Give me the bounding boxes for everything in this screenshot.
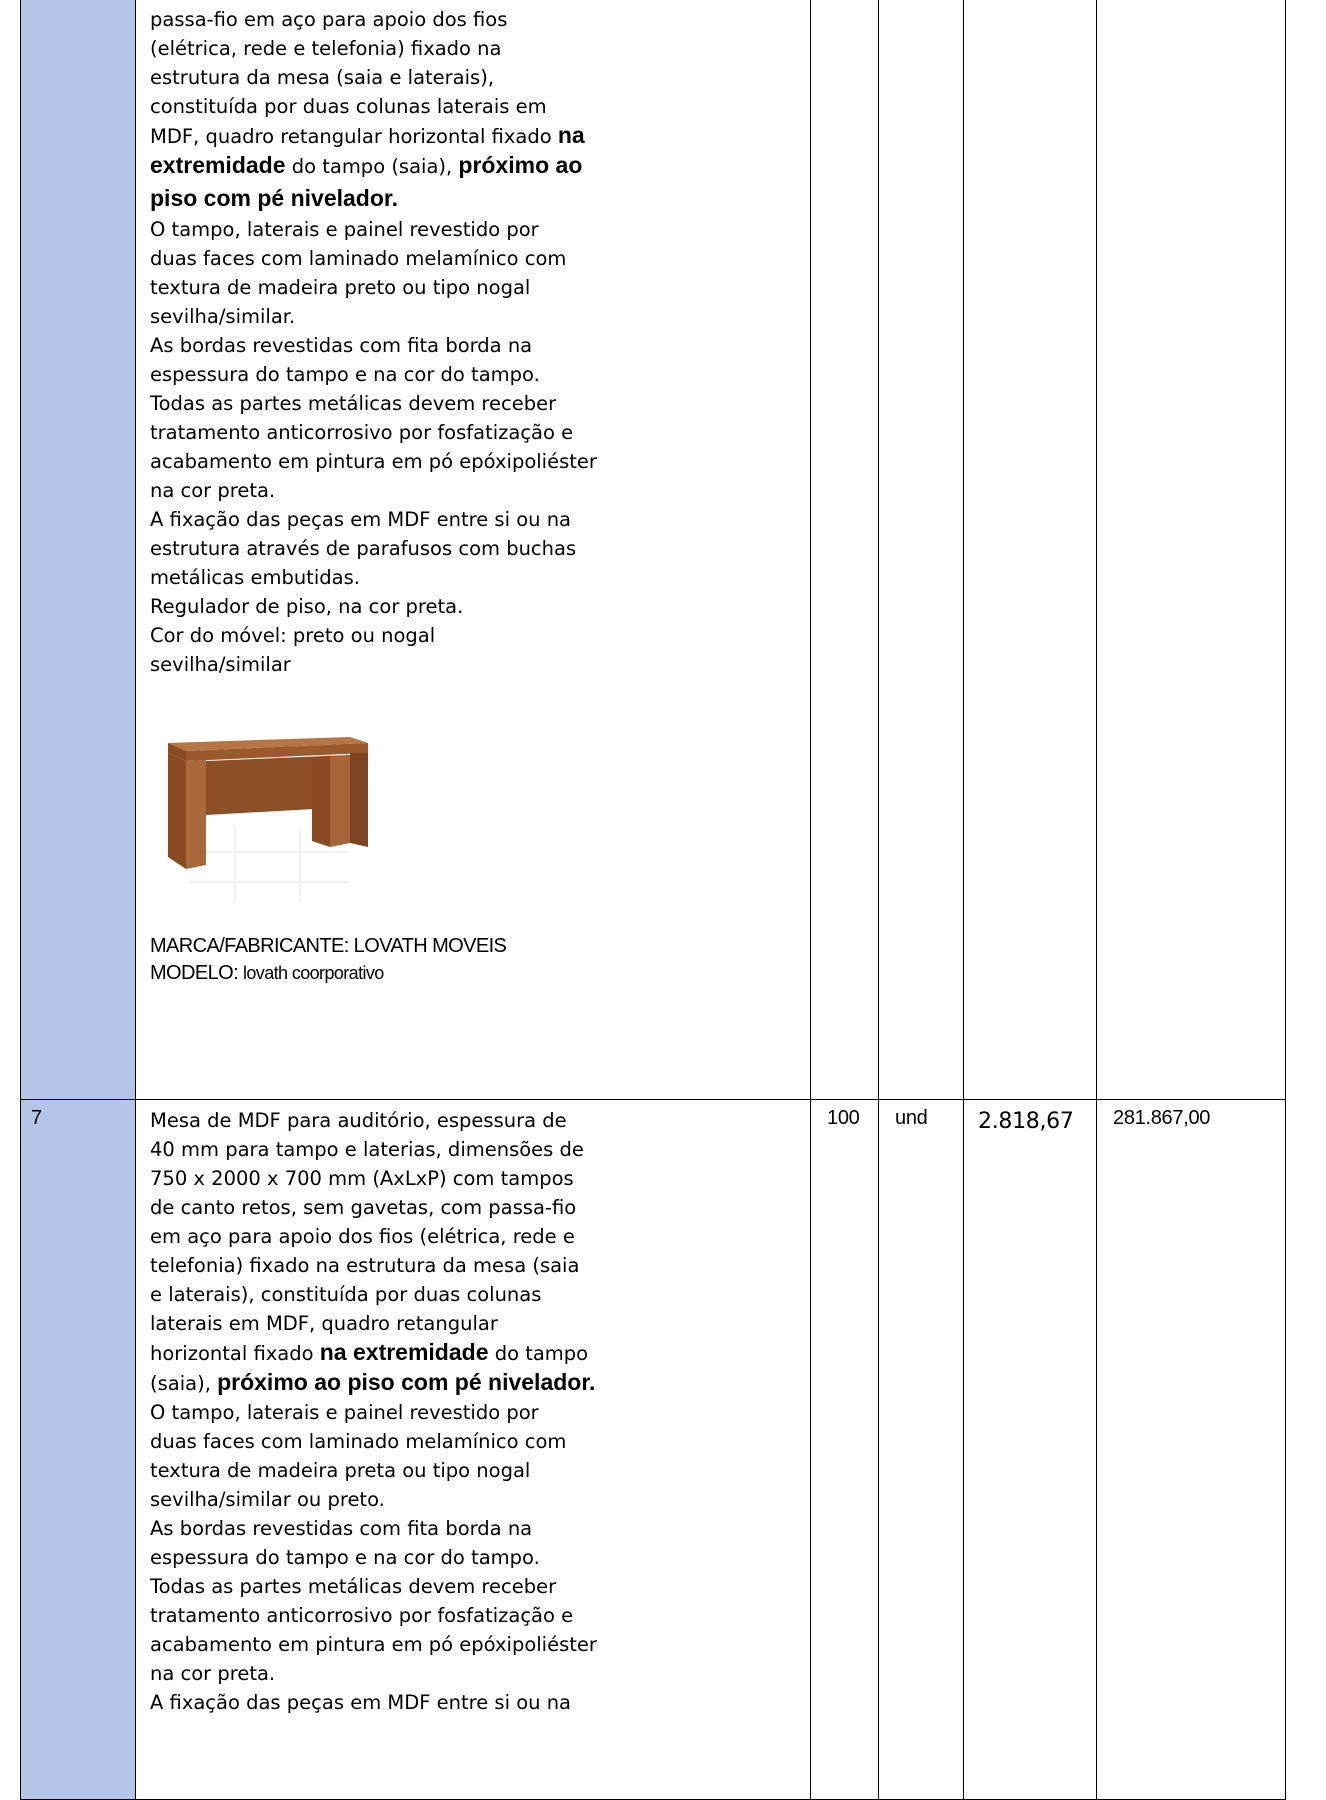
desc-line: O tampo, laterais e painel revestido por (150, 1401, 539, 1424)
desc-line: MDF, quadro retangular horizontal fixado na (150, 122, 585, 148)
desc-line: estrutura da mesa (saia e laterais), (150, 66, 495, 89)
qty-cell (811, 1100, 879, 1800)
unit-price-cell (964, 0, 1097, 1100)
desc-line: As bordas revestidas com fita borda na (150, 1517, 533, 1540)
desc-line: de canto retos, sem gavetas, com passa-fio (150, 1196, 577, 1219)
brand-block (136, 933, 810, 987)
item-index-cell: 7 (21, 1100, 136, 1800)
qty-cell (811, 0, 879, 1100)
desc-line: 40 mm para tampo e laterias, dimensões de (150, 1138, 584, 1161)
desc-line: O tampo, laterais e painel revestido por (150, 218, 539, 241)
table-row (21, 1100, 1286, 1800)
unit-price-cell (964, 1100, 1097, 1800)
model-text: MODELO: lovath coorporativo (150, 962, 384, 984)
unit-value: und (895, 1107, 928, 1129)
desc-line: constituída por duas colunas laterais em (150, 95, 547, 118)
total-value: 281.867,00 (1113, 1107, 1211, 1129)
desc-line: Todas as partes metálicas devem receber (150, 392, 557, 415)
item-description (136, 1100, 810, 1717)
desc-line: Cor do móvel: preto ou nogal (150, 624, 436, 647)
desc-line: metálicas embutidas. (150, 566, 360, 589)
desc-line: sevilha/similar. (150, 305, 296, 328)
total-cell (1097, 0, 1286, 1100)
total-cell (1097, 1100, 1286, 1800)
desc-line: estrutura através de parafusos com buchas (150, 537, 577, 560)
desc-line: na cor preta. (150, 1662, 276, 1685)
desc-line: textura de madeira preto ou tipo nogal (150, 276, 531, 299)
desc-line: Todas as partes metálicas devem receber (150, 1575, 557, 1598)
desc-line: sevilha/similar ou preto. (150, 1488, 385, 1511)
desc-line: As bordas revestidas com fita borda na (150, 334, 533, 357)
desc-line: textura de madeira preta ou tipo nogal (150, 1459, 531, 1482)
desc-line: espessura do tampo e na cor do tampo. (150, 363, 540, 386)
desc-line: horizontal fixado na extremidade do tampo (150, 1339, 589, 1365)
desc-line: Mesa de MDF para auditório, espessura de (150, 1109, 567, 1132)
desc-line: duas faces com laminado melamínico com (150, 1430, 567, 1453)
desc-line: (saia), próximo ao piso com pé nivelador. (150, 1369, 596, 1395)
unit-cell (879, 0, 964, 1100)
bold-proximo: próximo ao (458, 152, 583, 178)
qty-value: 100 (827, 1107, 860, 1129)
item-index-cell (21, 0, 136, 1100)
desc-line: A fixação das peças em MDF entre si ou na (150, 1691, 572, 1714)
desc-line: (elétrica, rede e telefonia) fixado na (150, 37, 502, 60)
desc-line: tratamento anticorrosivo por fosfatização e (150, 421, 574, 444)
desc-line: acabamento em pintura em pó epóxipoliéster (150, 450, 597, 473)
description-cell (136, 1100, 811, 1800)
bold-na-extremidade: na extremidade (319, 1339, 489, 1365)
desc-line: extremidade do tampo (saia), próximo ao (150, 152, 583, 178)
desc-line: telefonia) fixado na estrutura da mesa (saia (150, 1254, 580, 1277)
desc-line: na cor preta. (150, 479, 276, 502)
unit-cell (879, 1100, 964, 1800)
table-row (21, 0, 1286, 1100)
brand-text: MARCA/FABRICANTE: LOVATH MOVEIS (150, 935, 507, 957)
desc-line: 750 x 2000 x 700 mm (AxLxP) com tampos (150, 1167, 574, 1190)
bold-piso: piso com pé nivelador. (150, 185, 398, 211)
desc-line: espessura do tampo e na cor do tampo. (150, 1546, 540, 1569)
desc-line: A fixação das peças em MDF entre si ou na (150, 508, 572, 531)
desc-line: acabamento em pintura em pó epóxipoliéster (150, 1633, 597, 1656)
desc-line: passa-fio em aço para apoio dos fios (150, 8, 508, 31)
item-description (136, 0, 810, 933)
bold-extremidade: extremidade (150, 152, 286, 178)
wooden-desk-image (150, 679, 810, 933)
bold-na: na (557, 122, 585, 148)
desc-line: e laterais), constituída por duas colunas (150, 1283, 542, 1306)
desc-line: sevilha/similar (150, 653, 291, 676)
description-cell (136, 0, 811, 1100)
desc-line: tratamento anticorrosivo por fosfatização e (150, 1604, 574, 1627)
bold-proximo-piso: próximo ao piso com pé nivelador. (217, 1369, 596, 1395)
unit-price-value: 2.818,67 (978, 1109, 1074, 1134)
desc-line: laterais em MDF, quadro retangular (150, 1312, 498, 1335)
desc-line: em aço para apoio dos fios (elétrica, rede e (150, 1225, 575, 1248)
items-table (20, 0, 1286, 1800)
desc-line: duas faces com laminado melamínico com (150, 247, 567, 270)
desc-line: Regulador de piso, na cor preta. (150, 595, 464, 618)
